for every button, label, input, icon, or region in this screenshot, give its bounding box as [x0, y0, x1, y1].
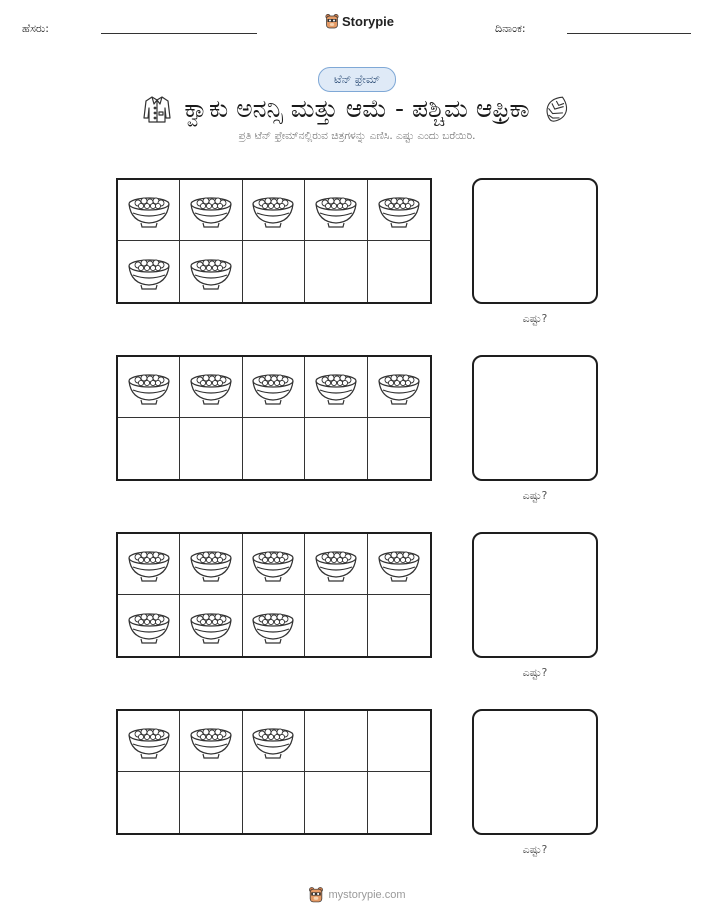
frame-cell	[305, 534, 367, 595]
frame-cell	[368, 711, 430, 772]
frame-cell	[243, 180, 305, 241]
frame-cell	[243, 418, 305, 479]
frame-cell	[305, 772, 367, 833]
brand-logo	[325, 13, 394, 29]
ten-frame-4	[116, 709, 432, 835]
frame-cell	[180, 772, 242, 833]
frame-cell	[305, 418, 367, 479]
bowl-icon	[376, 190, 422, 230]
frame-cell	[243, 241, 305, 302]
answer-box-3[interactable]	[472, 532, 598, 658]
bowl-icon	[126, 252, 172, 292]
frame-cell	[118, 534, 180, 595]
ten-frame-2	[116, 355, 432, 481]
instructions: ಪ್ರತಿ ಟೆನ್ ಫ್ರೇಮ್‌ನಲ್ಲಿರುವ ಚಿತ್ರಗಳನ್ನು ಎಣಿಸಿ. ಎಷ್ಟು ಎಂದು ಬರೆಯಿರಿ.	[238, 130, 476, 142]
frame-cell	[180, 595, 242, 656]
answer-label-2: ಎಷ್ಟು?	[522, 489, 548, 502]
frame-cell	[243, 711, 305, 772]
frame-cell	[368, 180, 430, 241]
pinecone-icon	[542, 94, 572, 124]
bowl-icon	[313, 544, 359, 584]
frame-cell	[118, 595, 180, 656]
frame-cell	[180, 418, 242, 479]
frame-cell	[305, 595, 367, 656]
bowl-icon	[126, 544, 172, 584]
bowl-icon	[250, 367, 296, 407]
frame-cell	[305, 357, 367, 418]
frame-cell	[243, 595, 305, 656]
answer-label-1: ಎಷ್ಟು?	[522, 312, 548, 325]
answer-box-4[interactable]	[472, 709, 598, 835]
frame-cell	[118, 711, 180, 772]
frame-cell	[368, 772, 430, 833]
bear-icon	[325, 13, 339, 29]
frame-cell	[368, 241, 430, 302]
frame-cell	[243, 357, 305, 418]
date-label: ದಿನಾಂಕ:	[495, 22, 526, 35]
name-line[interactable]	[101, 33, 257, 34]
footer	[0, 886, 714, 903]
bowl-icon	[188, 367, 234, 407]
answer-label-4: ಎಷ್ಟು?	[522, 843, 548, 856]
frame-cell	[368, 534, 430, 595]
frame-cell	[118, 418, 180, 479]
jacket-icon	[142, 94, 172, 124]
bowl-icon	[250, 544, 296, 584]
frame-cell	[118, 772, 180, 833]
frame-cell	[118, 357, 180, 418]
name-label: ಹೆಸರು:	[22, 22, 49, 35]
frame-cell	[180, 357, 242, 418]
bowl-icon	[250, 606, 296, 646]
bowl-icon	[313, 190, 359, 230]
frame-cell	[180, 534, 242, 595]
footer-url: mystorypie.com	[328, 888, 406, 901]
bowl-icon	[313, 367, 359, 407]
frame-cell	[180, 180, 242, 241]
frame-cell	[118, 241, 180, 302]
bowl-icon	[188, 190, 234, 230]
bowl-icon	[376, 544, 422, 584]
frame-cell	[180, 241, 242, 302]
frame-cell	[243, 772, 305, 833]
bowl-icon	[126, 606, 172, 646]
worksheet-title: ಕ್ವಾಕು ಅನನ್ಸಿ ಮತ್ತು ಆಮೆ - ಪಶ್ಚಿಮ ಆಫ್ರಿಕಾ	[184, 94, 530, 123]
ten-frame-1	[116, 178, 432, 304]
answer-label-3: ಎಷ್ಟು?	[522, 666, 548, 679]
answer-box-1[interactable]	[472, 178, 598, 304]
frame-cell	[180, 711, 242, 772]
bowl-icon	[188, 544, 234, 584]
bowl-icon	[126, 721, 172, 761]
ten-frame-3	[116, 532, 432, 658]
brand-name: Storypie	[342, 13, 395, 29]
frame-cell	[368, 357, 430, 418]
frame-cell	[243, 534, 305, 595]
frame-cell	[305, 711, 367, 772]
frame-cell	[118, 180, 180, 241]
category-badge: ಟೆನ್ ಫ್ರೇಮ್	[318, 67, 396, 92]
frame-cell	[368, 418, 430, 479]
bowl-icon	[376, 367, 422, 407]
answer-box-2[interactable]	[472, 355, 598, 481]
bowl-icon	[126, 367, 172, 407]
bowl-icon	[188, 252, 234, 292]
bowl-icon	[188, 606, 234, 646]
bowl-icon	[250, 721, 296, 761]
title-row	[0, 92, 714, 126]
frame-cell	[368, 595, 430, 656]
date-line[interactable]	[567, 33, 691, 34]
frame-cell	[305, 180, 367, 241]
bowl-icon	[126, 190, 172, 230]
bear-icon	[308, 886, 324, 903]
frame-cell	[305, 241, 367, 302]
bowl-icon	[188, 721, 234, 761]
bowl-icon	[250, 190, 296, 230]
